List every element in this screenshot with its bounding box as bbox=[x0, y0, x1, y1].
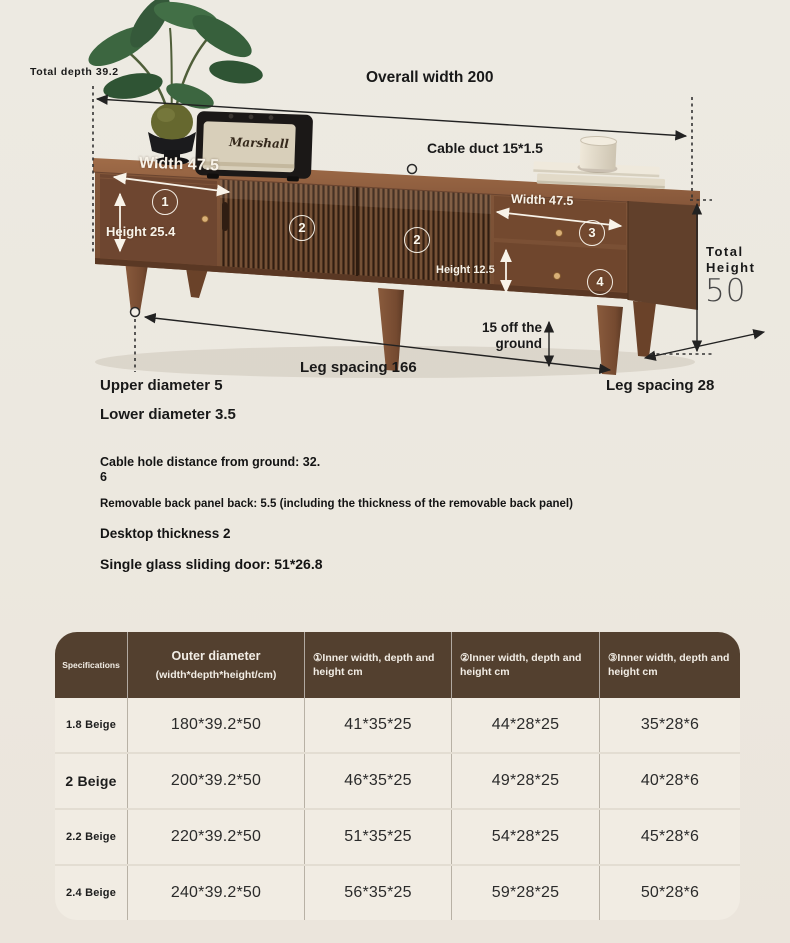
cell-inner3: 40*28*6 bbox=[640, 772, 700, 789]
table-row bbox=[55, 864, 740, 920]
header-inner-1: ①Inner width, depth and height cm bbox=[305, 632, 452, 698]
compartment-2b-badge: 2 bbox=[404, 227, 430, 253]
cup bbox=[577, 136, 619, 174]
leg-spacing-front-label: Leg spacing 166 bbox=[300, 359, 417, 376]
table-row bbox=[55, 752, 740, 808]
cell-inner3: 50*28*6 bbox=[640, 884, 700, 901]
cell-outer: 220*39.2*50 bbox=[128, 810, 305, 864]
header-inner-3: ③Inner width, depth and height cm bbox=[608, 652, 730, 678]
spec-table-header bbox=[55, 632, 740, 698]
header-outer-title: Outer diameter bbox=[171, 649, 261, 663]
total-depth-label: Total depth 39.2 bbox=[30, 66, 119, 78]
cell-inner2: 44*28*25 bbox=[452, 698, 600, 752]
cell-spec: 1.8 Beige bbox=[55, 698, 128, 752]
tv-stand bbox=[93, 158, 700, 375]
cell-spec: 2 Beige bbox=[55, 754, 128, 808]
spec-table-body bbox=[55, 698, 740, 920]
cell-outer: 200*39.2*50 bbox=[128, 754, 305, 808]
cell-outer: 180*39.2*50 bbox=[128, 698, 305, 752]
note-sliding-door: Single glass sliding door: 51*26.8 bbox=[100, 556, 323, 572]
header-outer-diameter bbox=[128, 632, 305, 698]
table-row bbox=[55, 808, 740, 864]
table-row bbox=[55, 698, 740, 752]
door-width-label: Width 47.5 bbox=[138, 154, 220, 175]
ground-clearance-label: 15 off the ground bbox=[481, 320, 542, 351]
total-height-label: Total Height bbox=[706, 244, 756, 275]
note-cable-hole-line1: Cable hole distance from ground: 32. bbox=[100, 455, 321, 469]
cell-inner2: 49*28*25 bbox=[452, 754, 600, 808]
header-outer-sub: (width*depth*height/cm) bbox=[155, 669, 277, 681]
door-height-label: Height 25.4 bbox=[106, 224, 176, 239]
lower-diameter-label: Lower diameter 3.5 bbox=[100, 406, 236, 423]
total-height-value: 50 bbox=[705, 273, 747, 309]
cell-spec: 2.2 Beige bbox=[55, 810, 128, 864]
note-cable-hole-line2: 6 bbox=[100, 470, 107, 484]
notes-block bbox=[100, 455, 700, 572]
cell-inner2: 59*28*25 bbox=[452, 866, 600, 920]
upper-diameter-label: Upper diameter 5 bbox=[100, 377, 223, 394]
cable-duct-label: Cable duct 15*1.5 bbox=[427, 140, 543, 156]
note-desktop-thickness: Desktop thickness 2 bbox=[100, 526, 231, 541]
cell-inner1: 51*35*25 bbox=[305, 810, 452, 864]
drawer-height-label: Height 12.5 bbox=[436, 264, 495, 276]
compartment-4-badge: 4 bbox=[587, 269, 613, 295]
cell-inner1: 46*35*25 bbox=[305, 754, 452, 808]
speaker-logo: Marshall bbox=[228, 134, 290, 152]
right-width-label: Width 47.5 bbox=[510, 191, 574, 209]
spec-table bbox=[55, 632, 740, 920]
cell-inner1: 41*35*25 bbox=[305, 698, 452, 752]
cell-outer: 240*39.2*50 bbox=[128, 866, 305, 920]
cell-inner3: 35*28*6 bbox=[640, 716, 700, 733]
leg-spacing-side-label: Leg spacing 28 bbox=[606, 377, 715, 394]
overall-width-label: Overall width 200 bbox=[366, 69, 494, 86]
header-specifications: Specifications bbox=[55, 632, 128, 698]
header-inner-2: ②Inner width, depth and height cm bbox=[452, 632, 600, 698]
compartment-3-badge: 3 bbox=[579, 220, 605, 246]
cell-spec: 2.4 Beige bbox=[55, 866, 128, 920]
cell-inner2: 54*28*25 bbox=[452, 810, 600, 864]
cell-inner3: 45*28*6 bbox=[640, 828, 700, 845]
note-back-panel: Removable back panel back: 5.5 (including the thickness of the removable back panel) bbox=[100, 498, 573, 510]
compartment-1-badge: 1 bbox=[152, 189, 178, 215]
compartment-2-badge: 2 bbox=[289, 215, 315, 241]
cell-inner1: 56*35*25 bbox=[305, 866, 452, 920]
